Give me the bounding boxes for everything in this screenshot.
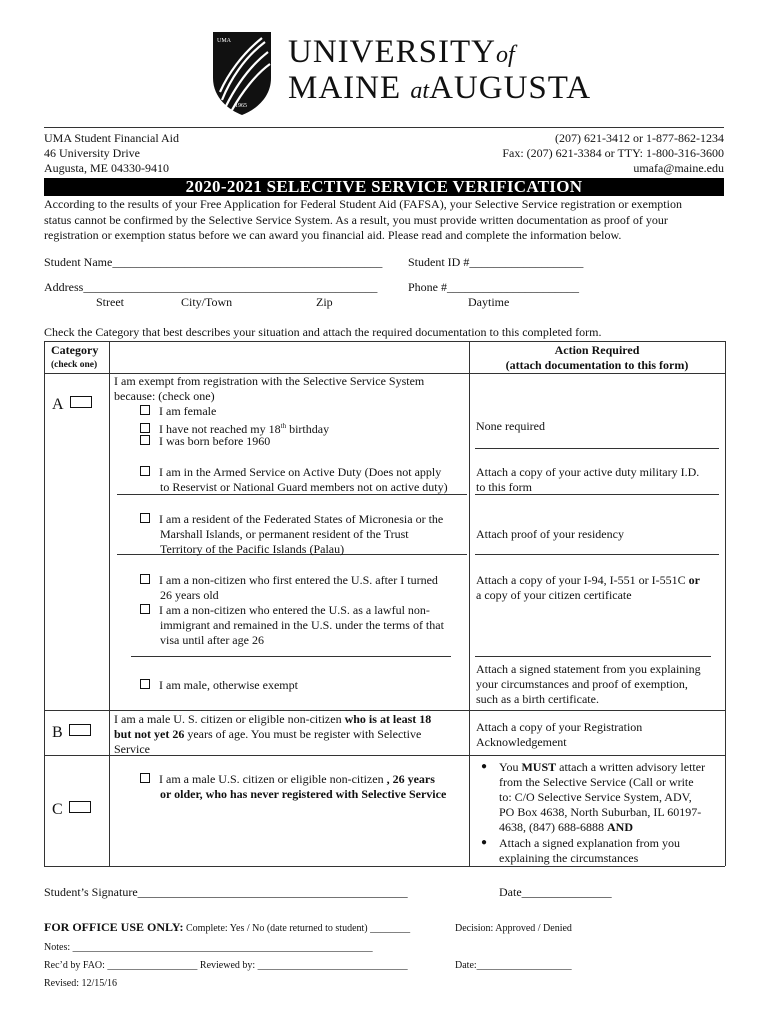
c-bullet2-line2: explaining the circumstances bbox=[499, 851, 639, 865]
c-line-2: or older, who has never registered with Selective Service bbox=[160, 787, 447, 801]
a-male-action-3: such as a birth certificate. bbox=[476, 692, 599, 706]
col2-divider-c bbox=[131, 656, 451, 657]
office-city: Augusta, ME 04330-9410 bbox=[44, 161, 169, 175]
a-option-under-18[interactable]: I have not reached my 18th birthday bbox=[140, 419, 329, 437]
city-label: City/Town bbox=[181, 295, 233, 309]
office-phone: (207) 621-3412 or 1-877-862-1234 bbox=[555, 131, 724, 145]
a-option-noncitizen-after-26[interactable]: I am a non-citizen who first entered the U.S. after I turned bbox=[140, 573, 438, 588]
category-a[interactable]: A bbox=[52, 396, 92, 414]
table-left-border bbox=[44, 341, 45, 866]
daytime-label: Daytime bbox=[468, 295, 510, 309]
c-option[interactable]: I am a male U.S. citizen or eligible non-citizen , 26 years bbox=[140, 772, 435, 787]
office-street: 46 University Drive bbox=[44, 146, 140, 160]
row-a-border bbox=[44, 710, 725, 711]
a-fsm-line-3: Territory of the Pacific Islands (Palau) bbox=[160, 542, 345, 556]
checkbox[interactable] bbox=[140, 423, 150, 433]
phone-field[interactable]: Phone #______________________ bbox=[408, 280, 579, 294]
a-intro-1: I am exempt from registration with the Selective Service System bbox=[114, 374, 425, 388]
a-fsm-action: Attach proof of your residency bbox=[476, 527, 624, 541]
checkbox[interactable] bbox=[140, 513, 150, 523]
c-bullet1-line1: You MUST attach a written advisory letter bbox=[499, 760, 706, 774]
c-bullet2-line1: Attach a signed explanation from you bbox=[499, 836, 680, 850]
col-divider-2 bbox=[469, 341, 470, 866]
a-option-armed-service[interactable]: I am in the Armed Service on Active Duty (Does not apply bbox=[140, 465, 441, 480]
bullet-icon: ● bbox=[481, 761, 488, 772]
logo-text-university: UNIVERSITYof bbox=[288, 34, 515, 70]
instructions: Check the Category that best describes your situation and attach the required documentation to this completed form. bbox=[44, 325, 602, 339]
office-email: umafa@maine.edu bbox=[633, 161, 724, 175]
a-nc2-line-2: immigrant and remained in the U.S. under the terms of that bbox=[160, 618, 444, 632]
a-option-male-exempt[interactable]: I am male, otherwise exempt bbox=[140, 678, 298, 693]
a-nc-action-2: a copy of your citizen certificate bbox=[476, 588, 632, 602]
shield-initials: UMA bbox=[217, 38, 232, 44]
office-use-label: FOR OFFICE USE ONLY: bbox=[44, 920, 184, 934]
a-nc-action-1: Attach a copy of your I-94, I-551 or I-551C or bbox=[476, 573, 700, 587]
category-subheader: (check one) bbox=[51, 360, 98, 370]
checkbox[interactable] bbox=[140, 773, 150, 783]
action-subheader: (attach documentation to this form) bbox=[505, 358, 689, 372]
office-complete: Complete: Yes / No (date returned to student) ________ bbox=[186, 923, 411, 934]
revised-date: Revised: 12/15/16 bbox=[44, 978, 118, 989]
form-title: 2020-2021 SELECTIVE SERVICE VERIFICATION bbox=[44, 178, 724, 196]
office-decision: Decision: Approved / Denied bbox=[455, 923, 572, 934]
checkbox[interactable] bbox=[140, 574, 150, 584]
a-option-born-before-1960[interactable]: I was born before 1960 bbox=[140, 434, 270, 449]
zip-label: Zip bbox=[316, 295, 333, 309]
c-bullet1-line2: from the Selective Service (Call or write bbox=[499, 775, 694, 789]
signature-field[interactable]: Student’s Signature_____________________________________________ bbox=[44, 885, 408, 899]
date-field[interactable]: Date_______________ bbox=[499, 885, 612, 899]
c-bullet1-line5: 4638, (847) 688-6888 AND bbox=[499, 820, 633, 834]
office-recd: Rec’d by FAO: __________________ Reviewed by: ______________________________ bbox=[44, 960, 408, 971]
checkbox[interactable] bbox=[140, 604, 150, 614]
office-date: Date:___________________ bbox=[455, 960, 572, 971]
intro-paragraph: According to the results of your Free Application for Federal Student Aid (FAFSA), your Selective Service registration or exemption status cannot be confirmed by the Selective Service System. As a result, you must provide written documentation as proof of your registration or exemption status before we can award you financial aid. Please read and complete the information below. bbox=[44, 197, 682, 242]
table-top-border bbox=[44, 341, 725, 342]
university-shield-logo bbox=[210, 30, 274, 116]
a-armed-action-1: Attach a copy of your active duty military I.D. bbox=[476, 465, 700, 479]
a-option-noncitizen-visa[interactable]: I am a non-citizen who entered the U.S. as a lawful non- bbox=[140, 603, 430, 618]
a-action-none: None required bbox=[476, 419, 545, 433]
action-header: Action Required bbox=[554, 343, 640, 357]
shield-year: 1965 bbox=[235, 103, 247, 109]
c-bullet1-line3: to: C/O Selective Service System, ADV, bbox=[499, 790, 692, 804]
category-c[interactable]: C bbox=[52, 801, 91, 819]
office-name: UMA Student Financial Aid bbox=[44, 131, 179, 145]
a-male-action-2: your circumstances and proof of exemption, bbox=[476, 677, 688, 691]
student-name-field[interactable]: Student Name_____________________________________________ bbox=[44, 255, 383, 269]
a-nc2-line-3: visa until after age 26 bbox=[160, 633, 264, 647]
category-b[interactable]: B bbox=[52, 724, 91, 742]
a-fsm-line-2: Marshall Islands, or permanent resident of the Trust bbox=[160, 527, 409, 541]
category-a-checkbox[interactable] bbox=[70, 396, 92, 408]
c-bullet1-line4: PO Box 4638, North Suburban, IL 60197- bbox=[499, 805, 702, 819]
col3-divider-d bbox=[475, 656, 711, 657]
col3-divider-c bbox=[475, 554, 719, 555]
a-armed-line-2: to Reservist or National Guard members not on active duty) bbox=[160, 480, 448, 494]
office-notes: Notes: ____________________________________________________________ bbox=[44, 942, 373, 953]
a-option-female[interactable]: I am female bbox=[140, 404, 216, 419]
category-b-checkbox[interactable] bbox=[69, 724, 91, 736]
a-intro-2: because: (check one) bbox=[114, 389, 215, 403]
table-right-border bbox=[725, 341, 726, 866]
street-label: Street bbox=[96, 295, 124, 309]
checkbox[interactable] bbox=[140, 435, 150, 445]
a-option-micronesia[interactable]: I am a resident of the Federated States of Micronesia or the bbox=[140, 512, 443, 527]
category-c-checkbox[interactable] bbox=[69, 801, 91, 813]
col3-divider-a bbox=[475, 448, 719, 449]
b-line-3: Service bbox=[114, 742, 150, 756]
a-male-action-1: Attach a signed statement from you explaining bbox=[476, 662, 701, 676]
b-line-1: I am a male U. S. citizen or eligible non-citizen who is at least 18 bbox=[114, 712, 432, 726]
b-line-2: but not yet 26 years of age. You must be register with Selective bbox=[114, 727, 422, 741]
col-divider-1 bbox=[109, 341, 110, 866]
office-fax: Fax: (207) 621-3384 or TTY: 1-800-316-3600 bbox=[502, 146, 724, 160]
student-id-field[interactable]: Student ID #___________________ bbox=[408, 255, 584, 269]
checkbox[interactable] bbox=[140, 466, 150, 476]
b-action-1: Attach a copy of your Registration bbox=[476, 720, 643, 734]
category-header: Category bbox=[51, 343, 99, 357]
checkbox[interactable] bbox=[140, 405, 150, 415]
address-field[interactable]: Address_________________________________________________ bbox=[44, 280, 378, 294]
checkbox[interactable] bbox=[140, 679, 150, 689]
bullet-icon: ● bbox=[481, 837, 488, 848]
a-nc1-line-2: 26 years old bbox=[160, 588, 219, 602]
header-divider bbox=[44, 127, 724, 128]
b-action-2: Acknowledgement bbox=[476, 735, 567, 749]
a-armed-action-2: to this form bbox=[476, 480, 532, 494]
logo-text-maine-augusta: MAINE atAUGUSTA bbox=[288, 70, 592, 106]
